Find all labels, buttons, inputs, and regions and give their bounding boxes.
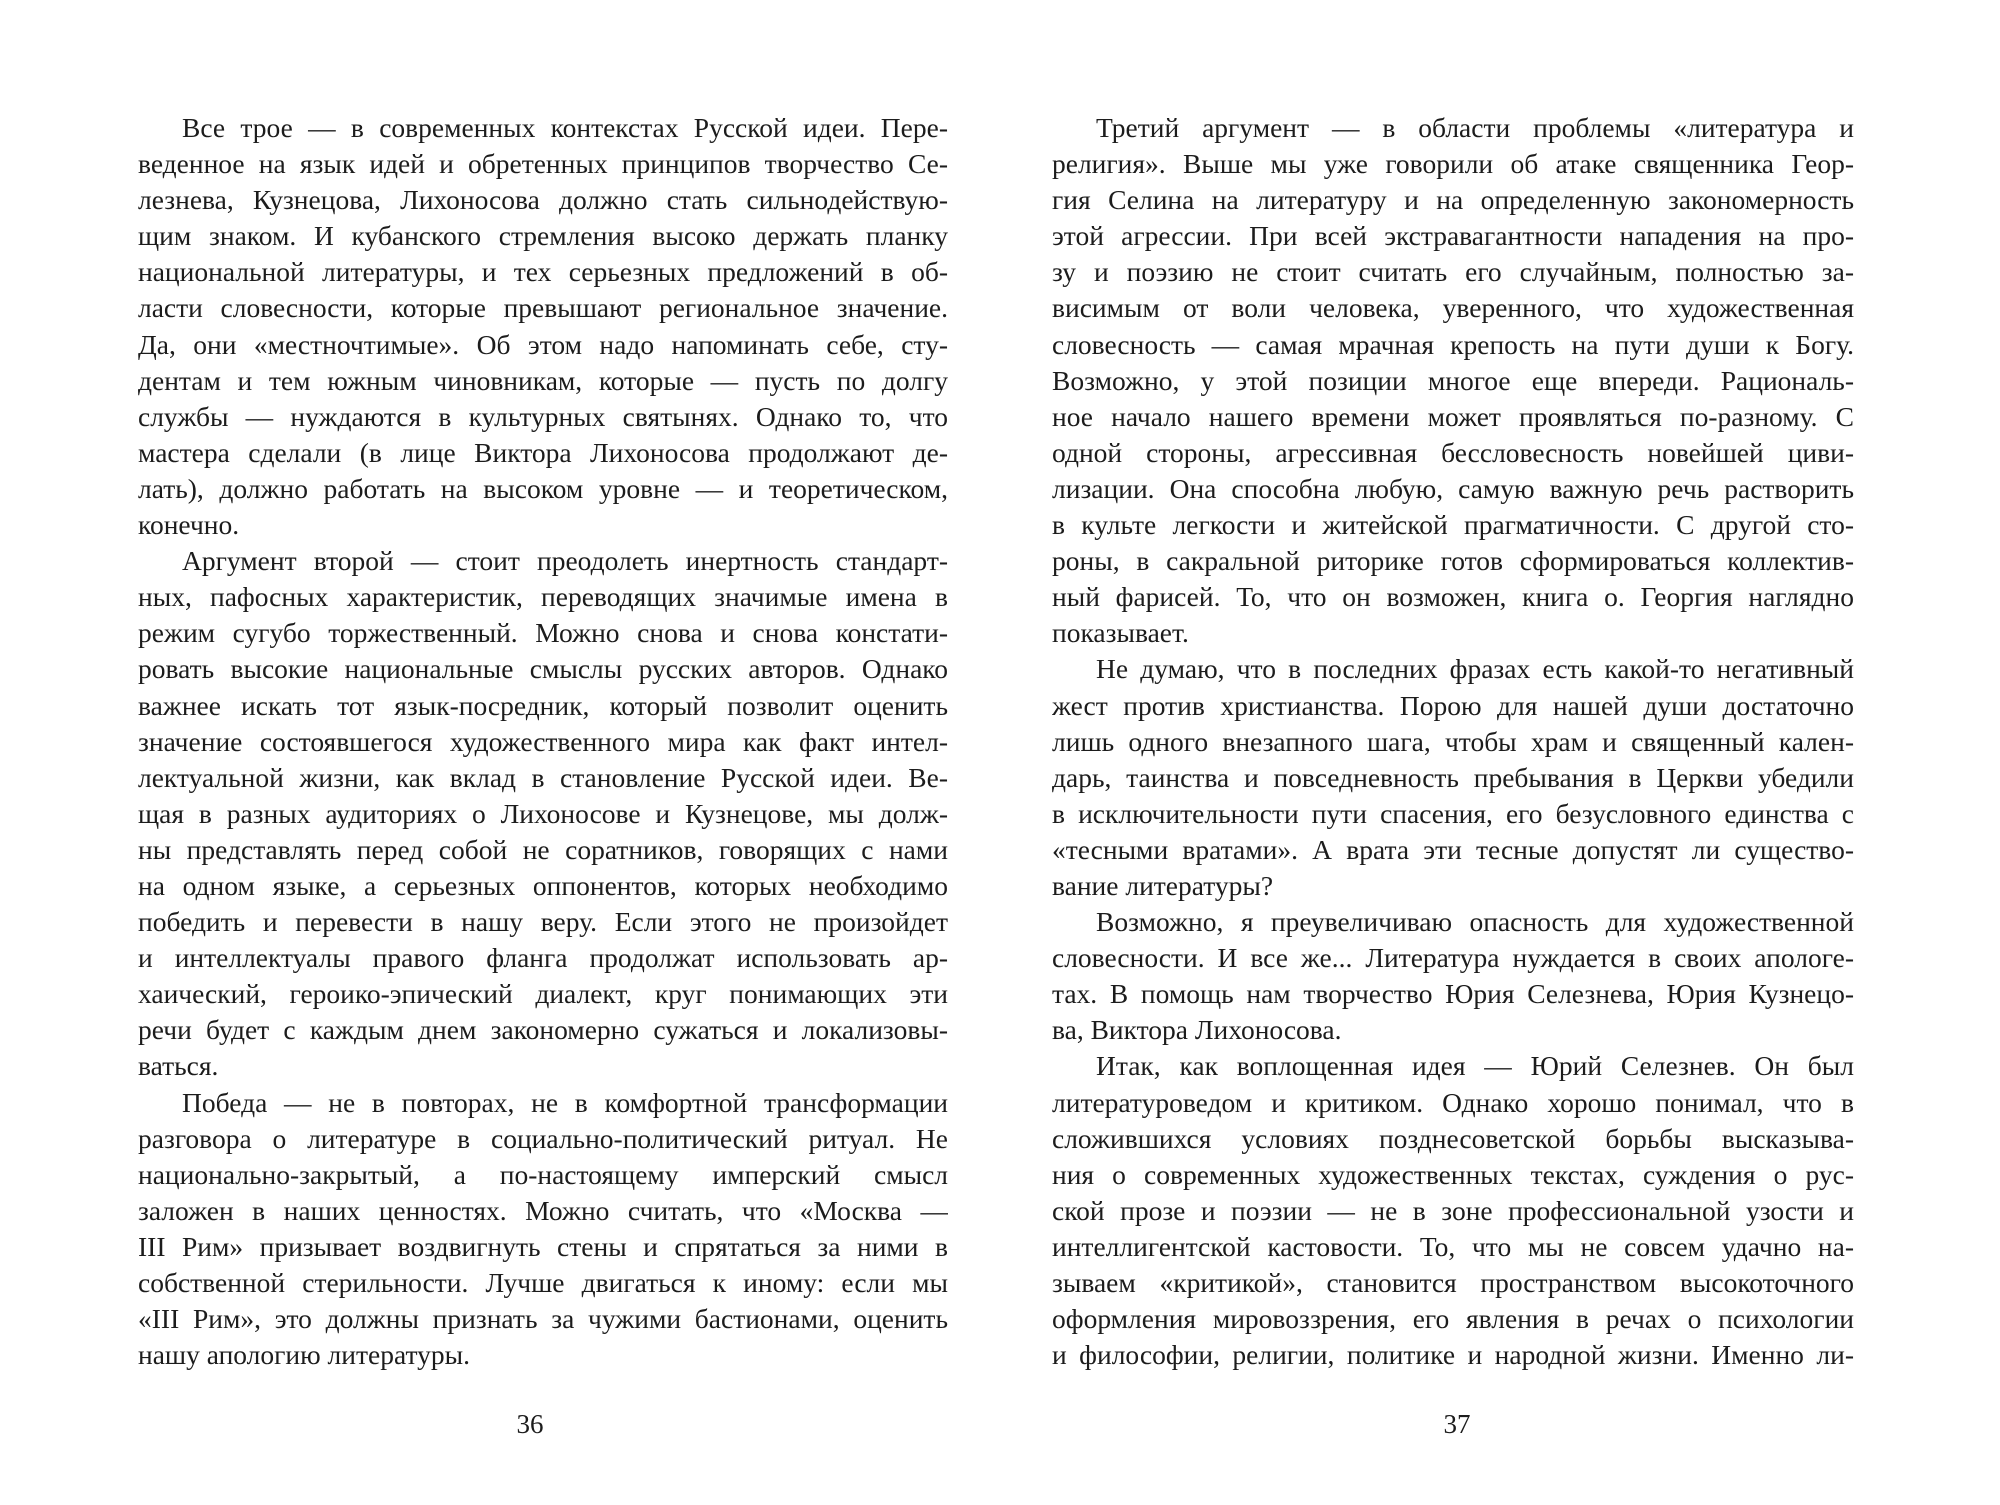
text-line: конечно. bbox=[138, 509, 240, 541]
text-line: религия». Выше мы уже говорили об атаке священника Геор- bbox=[1052, 148, 1854, 180]
text-line: роны, в сакральной риторике готов сформироваться коллектив- bbox=[1052, 545, 1854, 577]
text-line: Не думаю, что в последних фразах есть какой-то негативный bbox=[1096, 653, 1854, 685]
text-line: показывает. bbox=[1052, 617, 1189, 649]
text-line: собственной стерильности. Лучше двигаться к иному: если мы bbox=[138, 1267, 948, 1298]
text-line: мастера сделали (в лице Виктора Лихоносова продолжают де- bbox=[138, 436, 948, 468]
text-line: Аргумент второй — стоит преодолеть инертность стандарт- bbox=[182, 545, 948, 577]
text-line: жест против христианства. Порою для нашей души достаточно bbox=[1052, 689, 1854, 721]
text-line: ных, пафосных характеристик, переводящих значимые имена в bbox=[138, 581, 948, 613]
text-line: нашу апологию литературы. bbox=[138, 1339, 470, 1371]
text-line: Возможно, у этой позиции многое еще впереди. Рациональ- bbox=[1052, 364, 1854, 396]
text-line: этой агрессии. При всей экстравагантности нападения на про- bbox=[1052, 220, 1854, 252]
text-line: Возможно, я преувеличиваю опасность для художественной bbox=[1096, 906, 1854, 938]
text-line: сложившихся условиях позднесоветской борьбы высказыва- bbox=[1052, 1122, 1854, 1154]
text-line: «III Рим», это должны признать за чужими бастионами, оценить bbox=[138, 1303, 948, 1335]
text-line: и философии, религии, политике и народной жизни. Именно ли- bbox=[1052, 1339, 1854, 1371]
text-line: в исключительности пути спасения, его безусловного единства с bbox=[1052, 797, 1854, 829]
text-line: победить и перевести в нашу веру. Если этого не произойдет bbox=[138, 906, 948, 938]
text-line: вание литературы? bbox=[1052, 869, 1274, 901]
text-line: Третий аргумент — в области проблемы «литература и bbox=[1096, 112, 1854, 143]
page-number-left: 36 bbox=[516, 1409, 544, 1439]
text-line: ный фарисей. То, что он возможен, книга о. Георгия наглядно bbox=[1052, 581, 1854, 613]
text-line: висимым от воли человека, уверенного, что художественная bbox=[1052, 292, 1854, 324]
text-line: дарь, таинства и повседневность пребывания в Церкви убедили bbox=[1052, 761, 1854, 793]
text-line: веденное на язык идей и обретенных принципов творчество Се- bbox=[138, 148, 948, 180]
text-line: словесности. И все же... Литература нуждается в своих апологе- bbox=[1052, 942, 1854, 974]
text-line: и интеллектуалы правого фланга продолжат использовать ар- bbox=[138, 942, 948, 974]
text-line: национальной литературы, и тех серьезных предложений в об- bbox=[138, 256, 948, 288]
text-line: лать), должно работать на высоком уровне — и теоретическом, bbox=[138, 472, 948, 504]
text-line: лизации. Она способна любую, самую важную речь растворить bbox=[1052, 472, 1854, 504]
text-line: разговора о литературе в социально-политический ритуал. Не bbox=[138, 1122, 948, 1154]
left-page bbox=[138, 110, 948, 1373]
text-line: национально-закрытый, а по-настоящему имперский смысл bbox=[138, 1158, 948, 1190]
text-line: хаический, героико-эпический диалект, круг понимающих эти bbox=[138, 978, 948, 1010]
text-line: лектуальной жизни, как вклад в становление Русской идеи. Ве- bbox=[138, 761, 948, 793]
text-line: Да, они «местночтимые». Об этом надо напоминать себе, сту- bbox=[138, 328, 948, 360]
page-number-right: 37 bbox=[1443, 1409, 1471, 1439]
text-line: «тесными вратами». А врата эти тесные допустят ли существо- bbox=[1052, 833, 1854, 865]
text-line: щим знаком. И кубанского стремления высоко держать планку bbox=[138, 220, 948, 252]
text-line: в культе легкости и житейской прагматичности. С другой сто- bbox=[1052, 509, 1854, 541]
text-line: Итак, как воплощенная идея — Юрий Селезнев. Он был bbox=[1096, 1050, 1854, 1082]
text-line: словесность — самая мрачная крепость на пути души к Богу. bbox=[1052, 328, 1854, 360]
text-line: ской прозе и поэзии — не в зоне профессиональной узости и bbox=[1052, 1194, 1854, 1226]
text-line: заложен в наших ценностях. Можно считать, что «Москва — bbox=[138, 1194, 948, 1226]
text-line: речи будет с каждым днем закономерно сужаться и локализовы- bbox=[138, 1014, 948, 1046]
text-line: дентам и тем южным чиновникам, которые — пусть по долгу bbox=[138, 364, 948, 396]
text-line: режим сугубо торжественный. Можно снова и снова констати- bbox=[138, 617, 948, 649]
text-line: одной стороны, агрессивная бессловесность новейшей циви- bbox=[1052, 436, 1854, 468]
text-line: Все трое — в современных контекстах Русской идеи. Пере- bbox=[182, 112, 948, 143]
text-line: ваться. bbox=[138, 1050, 219, 1082]
text-line: ровать высокие национальные смыслы русских авторов. Однако bbox=[138, 653, 948, 685]
text-line: службы — нуждаются в культурных святынях. Однако то, что bbox=[138, 400, 948, 432]
text-line: оформления мировоззрения, его явления в речах о психологии bbox=[1052, 1303, 1854, 1335]
text-line: ва, Виктора Лихоносова. bbox=[1052, 1014, 1342, 1046]
text-line: на одном языке, а серьезных оппонентов, которых необходимо bbox=[138, 869, 948, 901]
text-line: интеллигентской кастовости. То, что мы не совсем удачно на- bbox=[1052, 1230, 1854, 1262]
text-line: Победа — не в повторах, не в комфортной трансформации bbox=[182, 1086, 948, 1118]
text-line: зываем «критикой», становится пространством высокоточного bbox=[1052, 1267, 1854, 1298]
text-line: III Рим» призывает воздвигнуть стены и спрятаться за ними в bbox=[138, 1230, 948, 1262]
right-page bbox=[1052, 110, 1854, 1373]
text-line: ны представлять перед собой не соратников, говорящих с нами bbox=[138, 833, 948, 865]
text-line: гия Селина на литературу и на определенную закономерность bbox=[1052, 184, 1854, 216]
text-line: щая в разных аудиториях о Лихоносове и Кузнецове, мы долж- bbox=[138, 797, 948, 829]
text-line: тах. В помощь нам творчество Юрия Селезнева, Юрия Кузнецо- bbox=[1052, 978, 1854, 1010]
text-line: ное начало нашего времени может проявляться по-разному. С bbox=[1052, 400, 1854, 432]
text-line: ния о современных художественных текстах, суждения о рус- bbox=[1052, 1158, 1854, 1190]
text-line: ласти словесности, которые превышают региональное значение. bbox=[138, 292, 948, 324]
text-line: важнее искать тот язык-посредник, который позволит оценить bbox=[138, 689, 948, 721]
text-line: лезнева, Кузнецова, Лихоносова должно стать сильнодействую- bbox=[138, 184, 948, 216]
text-line: литературоведом и критиком. Однако хорошо понимал, что в bbox=[1052, 1086, 1854, 1118]
text-line: лишь одного внезапного шага, чтобы храм и священный кален- bbox=[1052, 725, 1854, 757]
text-line: зу и поэзию не стоит считать его случайным, полностью за- bbox=[1052, 256, 1854, 288]
text-line: значение состоявшегося художественного мира как факт интел- bbox=[138, 725, 948, 757]
